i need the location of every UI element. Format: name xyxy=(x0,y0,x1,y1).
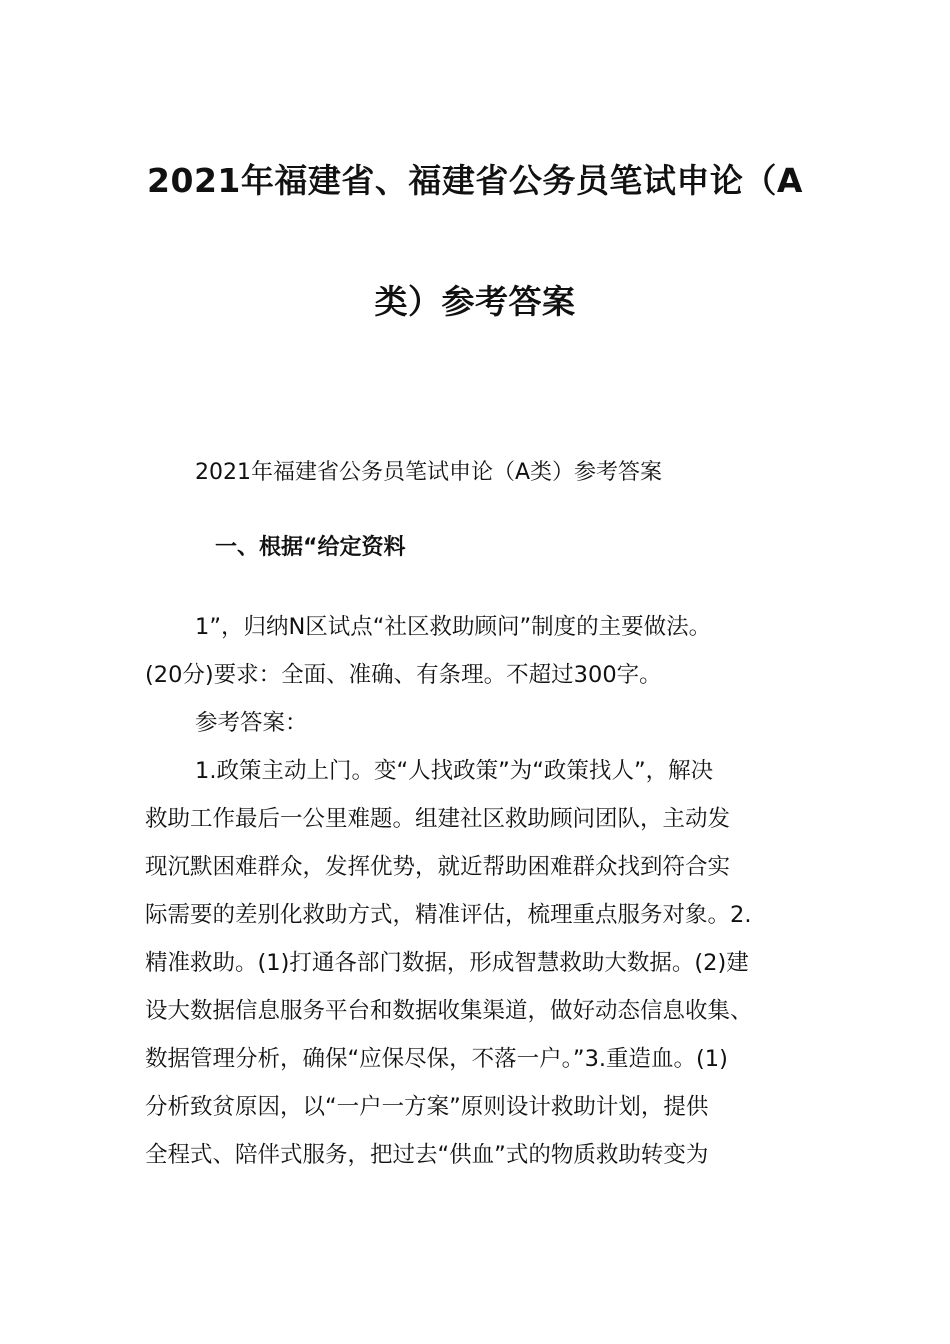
text-line: 际需要的差别化救助方式，精准评估，梳理重点服务对象。2. xyxy=(145,902,752,928)
text-line: 现沉默困难群众，发挥优势，就近帮助困难群众找到符合实 xyxy=(145,854,731,880)
text-line: 救助工作最后一公里难题。组建社区救助顾问团队，主动发 xyxy=(145,806,731,832)
text-line: 参考答案： xyxy=(195,710,308,736)
text-line: 分析致贫原因，以“一户一方案”原则设计救助计划，提供 xyxy=(145,1094,709,1120)
section-heading: 一、根据“给定资料 xyxy=(215,535,406,560)
text-line: 设大数据信息服务平台和数据收集渠道，做好动态信息收集、 xyxy=(145,998,753,1024)
document-subtitle: 2021年福建省公务员笔试申论（A类）参考答案 xyxy=(195,460,663,485)
document-title-line-1: 2021年福建省、福建省公务员笔试申论（A xyxy=(147,161,803,200)
text-line: 1”，归纳N区试点“社区救助顾问”制度的主要做法。 xyxy=(195,614,712,640)
text-line: 全程式、陪伴式服务，把过去“供血”式的物质救助转变为 xyxy=(145,1142,709,1168)
text-line: 1.政策主动上门。变“人找政策”为“政策找人”，解决 xyxy=(195,758,714,784)
text-line: 数据管理分析，确保“应保尽保，不落一户。”3.重造血。(1) xyxy=(145,1046,728,1072)
text-line: (20分)要求：全面、准确、有条理。不超过300字。 xyxy=(145,662,662,688)
text-line: 精准救助。(1)打通各部门数据，形成智慧救助大数据。(2)建 xyxy=(145,950,749,976)
body-text xyxy=(145,603,825,1179)
document-title-line-2: 类）参考答案 xyxy=(374,282,576,321)
